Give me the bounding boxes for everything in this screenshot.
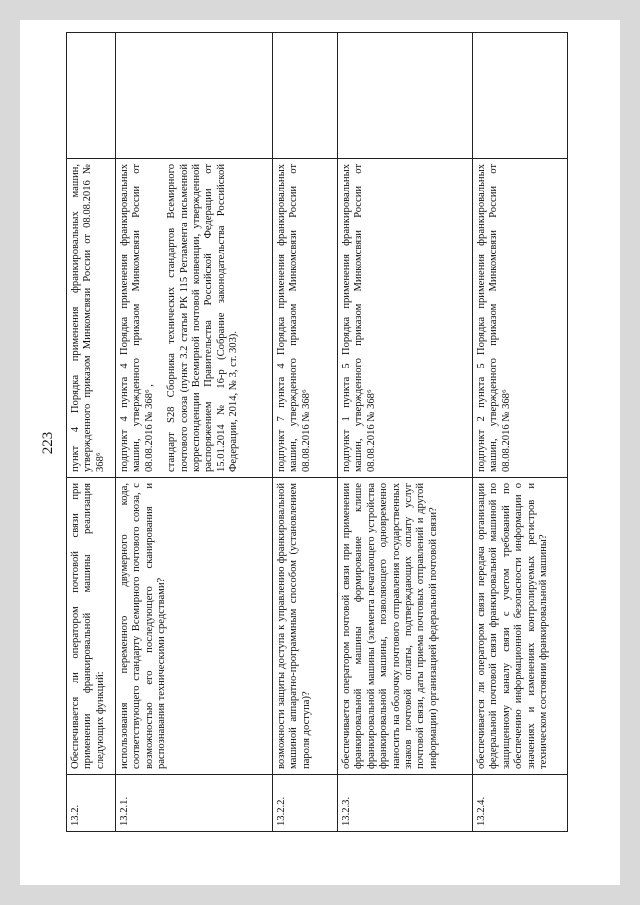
legal-basis-cell — [473, 159, 568, 478]
table-row — [116, 33, 273, 832]
table-row — [338, 33, 473, 832]
legal-basis-cell — [67, 159, 116, 478]
item-number: 13.2.1. — [116, 775, 273, 832]
table-row — [67, 33, 116, 832]
answer-cell — [116, 33, 273, 159]
legal-basis-cell — [338, 159, 473, 478]
page-number: 223 — [40, 431, 56, 455]
answer-cell — [273, 33, 338, 159]
legal-basis-cell — [116, 159, 273, 478]
checklist-table — [66, 32, 568, 832]
item-number: 13.2.4. — [473, 775, 568, 832]
answer-cell — [473, 33, 568, 159]
rotated-sheet — [20, 20, 620, 885]
document-page — [20, 20, 620, 885]
question-cell: использования переменного двумерного кода, соответствующего стандарту Всемирного почтового союза, с возможностью его последующего сканирования и распознавания техническими средствами? — [116, 478, 273, 775]
question-cell: возможности защиты доступа к управлению франкировальной машиной аппаратно-программным способом (установлением пароля доступа)? — [273, 478, 338, 775]
answer-cell — [67, 33, 116, 159]
legal-basis-text: стандарт S28 Сборника технических стандартов Всемирного почтового союза (пункт 3.2 статьи РК 115 Регламента письменной корреспонденции Всемирной почтовой конвенции, утвержденной распоряжением Правительства Российской Федерации от 15.01.2014 № 16-р (Собрание законодательства Российской Федерации, 2014, № 3, ст. 303). — [166, 164, 240, 472]
legal-basis-text: подпункт 2 пункта 5 Порядка применения франкировальных машин, утвержденного приказом Минкомсвязи России от 08.08.2016 № 368⁶ — [476, 164, 512, 472]
legal-basis-text: подпункт 7 пункта 4 Порядка применения франкировальных машин, утвержденного приказом Минкомсвязи России от 08.08.2016 № 368⁶ — [276, 164, 312, 472]
item-number: 13.2.2. — [273, 775, 338, 832]
table-row — [273, 33, 338, 832]
answer-cell — [338, 33, 473, 159]
legal-basis-cell — [273, 159, 338, 478]
question-cell: обеспечивается ли оператором связи передача организации федеральной почтовой связи франкировальной машиной по защищенному каналу связи с учетом требований по обеспечению информационной безопасности информации о значениях и изменениях контролируемых регистров и техническом состоянии франкировальной машины? — [473, 478, 568, 775]
table-row — [473, 33, 568, 832]
question-cell: обеспечивается оператором почтовой связи при применении франкировальной машины формирование клише франкировальной машины (элемента печатающего устройства франкировальной машины, позволяющего одновременно наносить на оболочку почтового отправления государственных знаков почтовой оплаты, подтверждающих оплату услуг почтовой связи, даты приема почтовых отправлений и другой информации) организацией федеральной почтовой связи? — [338, 478, 473, 775]
item-number: 13.2. — [67, 775, 116, 832]
legal-basis-text: подпункт 4 пункта 4 Порядка применения франкировальных машин, утвержденного приказом Минкомсвязи России от 08.08.2016 № 368⁶ , — [119, 164, 155, 472]
legal-basis-text: подпункт 1 пункта 5 Порядка применения франкировальных машин, утвержденного приказом Минкомсвязи России от 08.08.2016 № 368⁶ — [341, 164, 377, 472]
legal-basis-text: пункт 4 Порядка применения франкировальных машин, утвержденного приказом Минкомсвязи России от 08.08.2016 № 368⁶ — [70, 164, 106, 472]
item-number: 13.2.3. — [338, 775, 473, 832]
question-cell: Обеспечивается ли оператором почтовой связи при применении франкировальной машины реализация следующих функций: — [67, 478, 116, 775]
